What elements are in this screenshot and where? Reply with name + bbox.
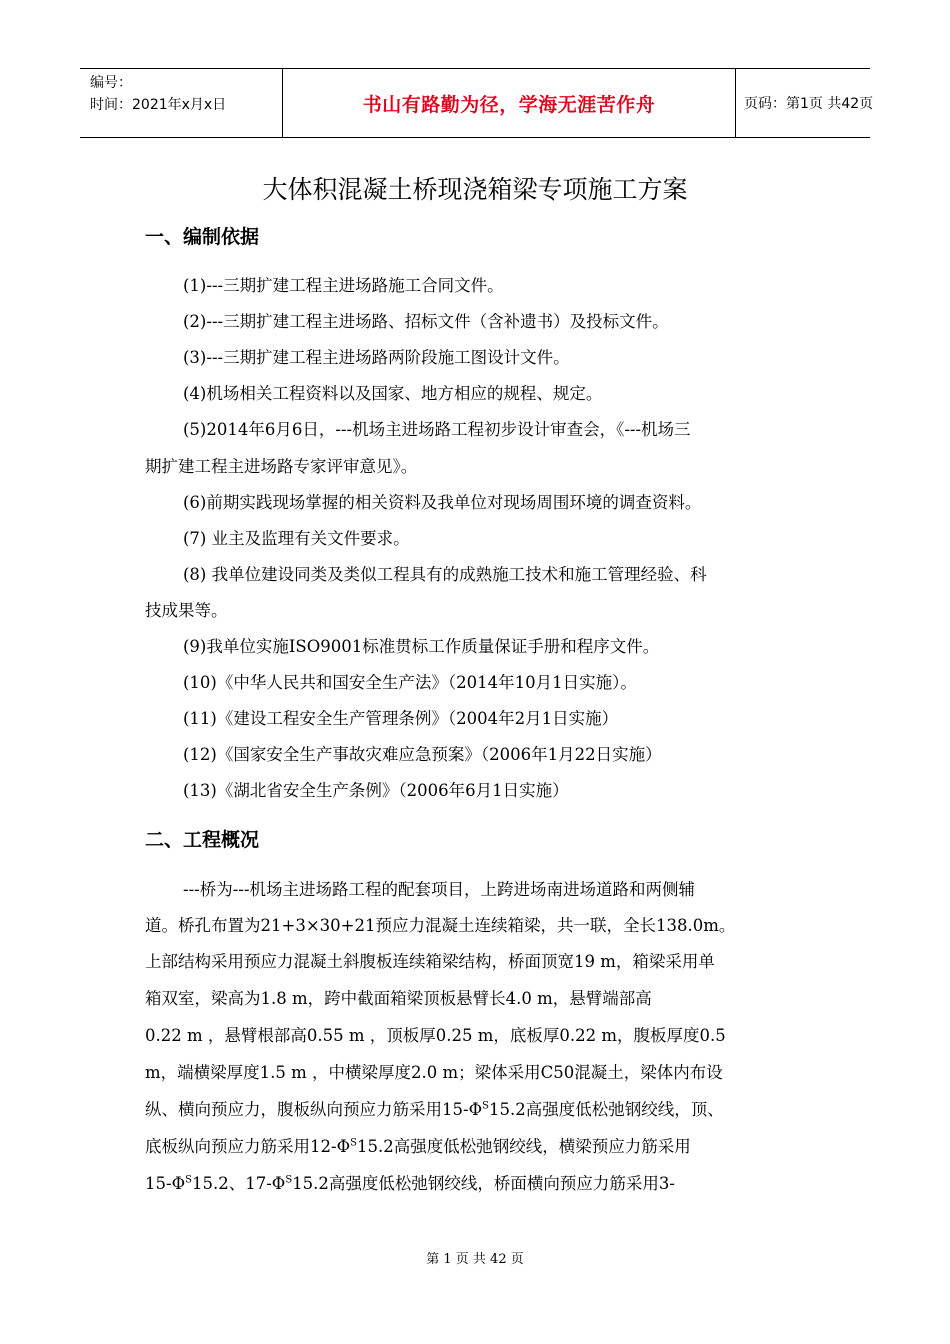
document-header: [80, 68, 874, 138]
paragraph-line: m，端横梁厚度1.5 m ，中横梁厚度2.0 m；梁体采用C50混凝土，梁体内布设: [145, 1063, 723, 1082]
header-meta: [80, 69, 282, 137]
paragraph-line: (8) 我单位建设同类及类似工程具有的成熟施工技术和施工管理经验、科: [183, 565, 707, 584]
paragraph-line: (3)---三期扩建工程主进场路两阶段施工图设计文件。: [183, 348, 570, 367]
paragraph-line: 上部结构采用预应力混凝土斜腹板连续箱梁结构，桥面顶宽19 m，箱梁采用单: [145, 952, 715, 971]
paragraph-line: 技成果等。: [145, 601, 228, 620]
superscript-s: S: [285, 1174, 293, 1186]
paragraph-line: 箱双室，梁高为1.8 m，跨中截面箱梁顶板悬臂长4.0 m，悬臂端部高: [145, 989, 652, 1008]
document-time-label: 时间：2021年x月x日: [90, 97, 227, 113]
section-heading-overview: 二、工程概况: [145, 829, 260, 851]
paragraph-line: ---桥为---机场主进场路工程的配套项目，上跨进场南进场道路和两侧辅: [183, 880, 695, 899]
paragraph-line: (10)《中华人民共和国安全生产法》（2014年10月1日实施）。: [183, 673, 637, 692]
paragraph-line: (11)《建设工程安全生产管理条例》（2004年2月1日实施）: [183, 709, 619, 728]
paragraph-line: (12)《国家安全生产事故灾难应急预案》（2006年1月22日实施）: [183, 745, 662, 764]
document-number-label: 编号：: [90, 75, 132, 91]
superscript-s: S: [482, 1100, 489, 1112]
paragraph-line: (7) 业主及监理有关文件要求。: [183, 529, 410, 548]
document-title: 大体积混凝土桥现浇箱梁专项施工方案: [262, 175, 688, 204]
paragraph-line: (9)我单位实施ISO9001标准贯标工作质量保证手册和程序文件。: [183, 637, 660, 656]
paragraph-line: $15-\Phi^S15.2$、$17-\Phi^S15.2$高强度低松弛钢绞线，桥面横向预应力筋采用3-: [145, 1174, 675, 1193]
header-motto-cell: [282, 69, 736, 137]
paragraph-line: 底板纵向预应力筋采用$12-\Phi^S15.2$高强度低松弛钢绞线，横梁预应力筋采用: [145, 1137, 691, 1156]
superscript-s: S: [350, 1137, 357, 1149]
paragraph-line: 0.22 m ，悬臂根部高0.55 m ，顶板厚0.25 m，底板厚0.22 m，腹板厚度0.5: [145, 1026, 726, 1045]
paragraph-line: (5)2014年6月6日，---机场主进场路工程初步设计审查会，《---机场三: [183, 420, 691, 439]
paragraph-line: (1)---三期扩建工程主进场路施工合同文件。: [183, 276, 504, 295]
header-motto: 书山有路勤为径，学海无涯苦作舟: [362, 93, 656, 116]
paragraph-line: (13)《湖北省安全生产条例》（2006年6月1日实施）: [183, 781, 569, 800]
paragraph-line: 期扩建工程主进场路专家评审意见》。: [145, 457, 418, 476]
section-heading-basis: 一、编制依据: [145, 226, 260, 248]
paragraph-line: 道。桥孔布置为21+3×30+21预应力混凝土连续箱梁，共一联，全长138.0m。: [145, 916, 736, 935]
paragraph-line: 纵、横向预应力，腹板纵向预应力筋采用$15-\Phi^S15.2$高强度低松弛钢绞线，顶、: [145, 1100, 724, 1119]
paragraph-line: (4)机场相关工程资料以及国家、地方相应的规程、规定。: [183, 384, 603, 403]
page-footer: 第 1 页 共 42 页: [426, 1252, 524, 1267]
paragraph-line: (6)前期实践现场掌握的相关资料及我单位对现场周围环境的调查资料。: [183, 493, 702, 512]
header-page-info: 页码：第1页 共42页: [744, 96, 874, 112]
superscript-s: S: [185, 1174, 192, 1186]
paragraph-line: (2)---三期扩建工程主进场路、招标文件（含补遗书）及投标文件。: [183, 312, 669, 331]
